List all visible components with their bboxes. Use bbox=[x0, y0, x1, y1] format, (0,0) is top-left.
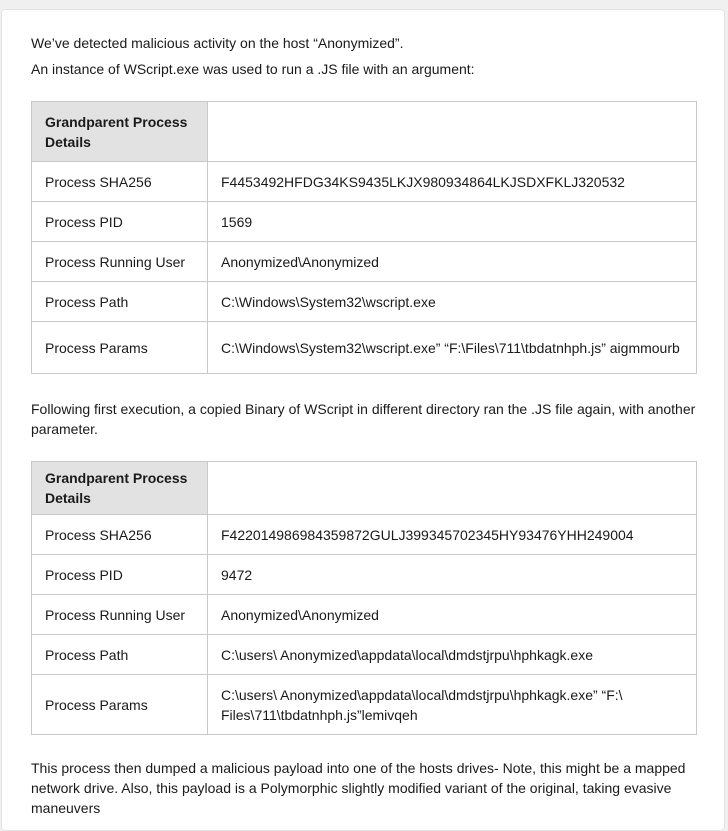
row-value: C:\Windows\System32\wscript.exe bbox=[208, 282, 697, 322]
row-key: Process PID bbox=[32, 202, 208, 242]
row-key: Process Params bbox=[32, 675, 208, 735]
table-row bbox=[32, 162, 697, 202]
intro-line-2: An instance of WScript.exe was used to run a .JS file with an argument: bbox=[31, 61, 475, 77]
table-row bbox=[32, 515, 697, 555]
table-header-row bbox=[32, 102, 697, 162]
row-key: Process Running User bbox=[32, 242, 208, 282]
row-value: F4453492HFDG34KS9435LKJX980934864LKJSDXFKLJ320532 bbox=[208, 162, 697, 202]
table-row bbox=[32, 635, 697, 675]
row-key: Process SHA256 bbox=[32, 162, 208, 202]
table-header-label: Grandparent Process Details bbox=[32, 462, 208, 515]
process-table-1 bbox=[31, 101, 697, 374]
row-key: Process Running User bbox=[32, 595, 208, 635]
table-row bbox=[32, 555, 697, 595]
table-row bbox=[32, 595, 697, 635]
row-key: Process Path bbox=[32, 282, 208, 322]
row-value: F422014986984359872GULJ399345702345HY93476YHH249004 bbox=[208, 515, 697, 555]
row-key: Process Params bbox=[32, 322, 208, 374]
process-table-2 bbox=[31, 461, 697, 735]
row-value: Anonymized\Anonymized bbox=[208, 595, 697, 635]
table-header-empty bbox=[208, 462, 697, 515]
row-value: C:\Windows\System32\wscript.exe” “F:\Files\711\tbdatnhph.js” aigmmourb bbox=[208, 322, 697, 374]
table-header-row bbox=[32, 462, 697, 515]
table-row bbox=[32, 675, 697, 735]
middle-paragraph: Following first execution, a copied Binary of WScript in different directory ran the .JS file again, with another parameter. bbox=[31, 401, 696, 437]
table-header-empty bbox=[208, 102, 697, 162]
table-row bbox=[32, 202, 697, 242]
table-header-label: Grandparent Process Details bbox=[32, 102, 208, 162]
row-key: Process Path bbox=[32, 635, 208, 675]
table-row bbox=[32, 282, 697, 322]
table-row bbox=[32, 242, 697, 282]
row-value: 1569 bbox=[208, 202, 697, 242]
row-value: C:\users\ Anonymized\appdata\local\dmdstjrpu\hphkagk.exe” “F:\ Files\711\tbdatnhph.js”lemivqeh bbox=[208, 675, 697, 735]
row-key: Process PID bbox=[32, 555, 208, 595]
table-row bbox=[32, 322, 697, 374]
row-value: 9472 bbox=[208, 555, 697, 595]
row-value: C:\users\ Anonymized\appdata\local\dmdstjrpu\hphkagk.exe bbox=[208, 635, 697, 675]
row-value: Anonymized\Anonymized bbox=[208, 242, 697, 282]
row-key: Process SHA256 bbox=[32, 515, 208, 555]
outro-paragraph: This process then dumped a malicious payload into one of the hosts drives- Note, this might be a mapped network drive. Also, this payload is a Polymorphic slightly modified variant of the original, taking evasive maneuvers bbox=[31, 760, 686, 816]
intro-line-1: We’ve detected malicious activity on the host “Anonymized”. bbox=[31, 35, 404, 51]
